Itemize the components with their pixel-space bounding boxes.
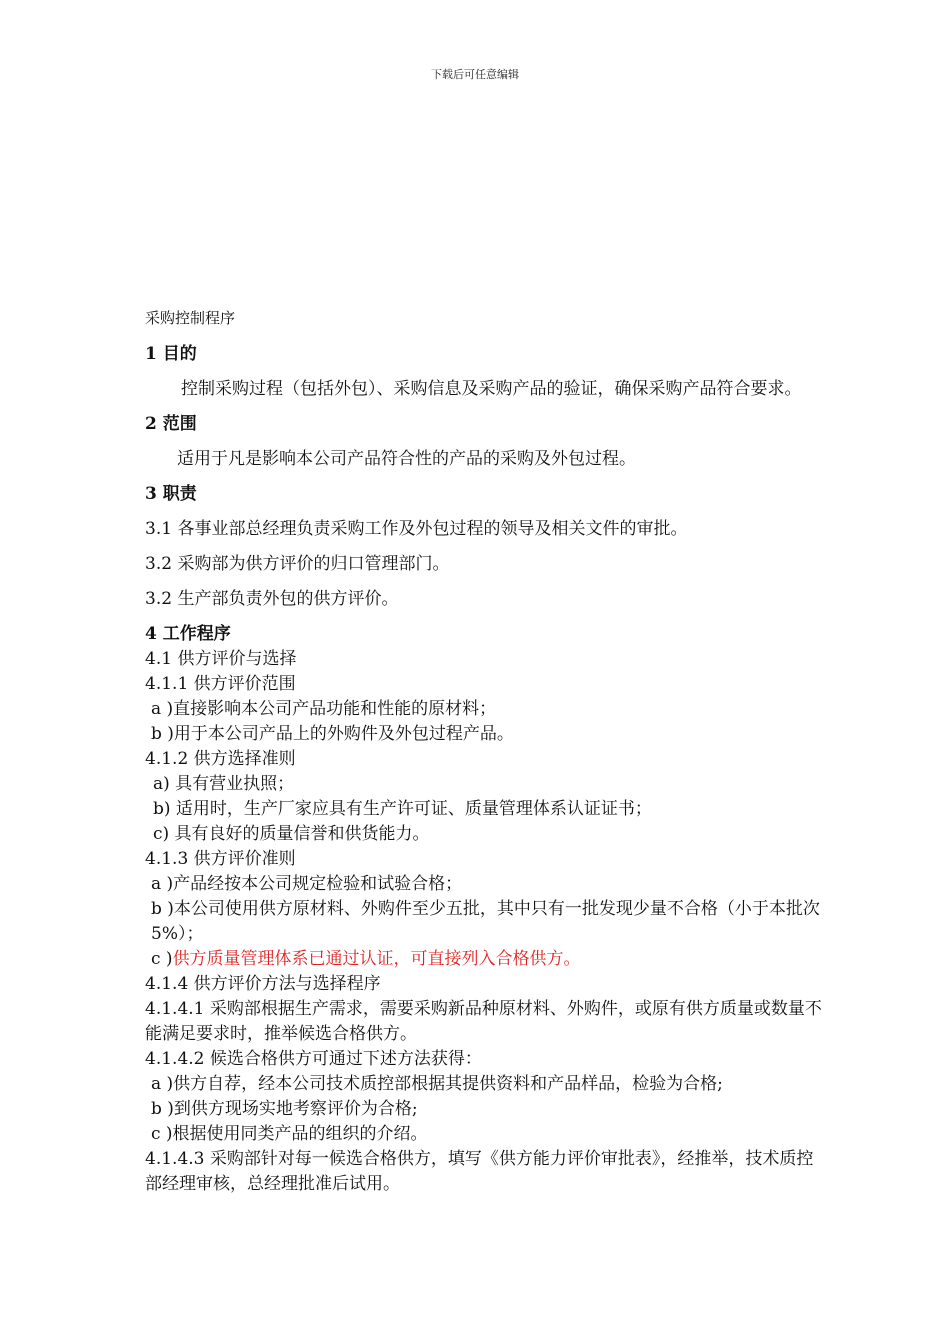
list-item: b )本公司使用供方原材料、外购件至少五批，其中只有一批发现少量不合格（小于本批次 5%）；	[151, 899, 820, 944]
list-item: a )直接影响本公司产品功能和性能的原材料；	[151, 699, 497, 719]
header-note: 下载后可任意编辑	[431, 68, 519, 81]
section-3-item: 3.2 生产部负责外包的供方评价。	[145, 589, 399, 609]
section-4-1-1-title: 4.1.1 供方评价范围	[145, 674, 296, 694]
section-3-heading: 3 职责	[145, 484, 197, 504]
section-3-item: 3.2 采购部为供方评价的归口管理部门。	[145, 554, 450, 574]
list-item: c) 具有良好的质量信誉和供货能力。	[153, 824, 430, 844]
section-4-heading: 4 工作程序	[145, 624, 231, 644]
section-4-1-2-title: 4.1.2 供方选择准则	[145, 749, 296, 769]
highlighted-text: 供方质量管理体系已通过认证，可直接列入合格供方。	[172, 949, 581, 969]
document-title: 采购控制程序	[145, 309, 236, 327]
paragraph: 4.1.4.1 采购部根据生产需求，需要采购新品种原材料、外购件，或原有供方质量或数量不能满足要求时，推举候选合格供方。	[145, 999, 822, 1044]
section-4-1-3-title: 4.1.3 供方评价准则	[145, 849, 296, 869]
section-1-text: 控制采购过程（包括外包）、采购信息及采购产品的验证，确保采购产品符合要求。	[181, 379, 802, 399]
section-1-heading: 1 目的	[145, 344, 197, 364]
list-item: b) 适用时，生产厂家应具有生产许可证、质量管理体系认证证书；	[153, 799, 652, 819]
list-item: b )用于本公司产品上的外购件及外包过程产品。	[151, 724, 514, 744]
paragraph: 4.1.4.3 采购部针对每一候选合格供方，填写《供方能力评价审批表》，经推举，技术质控部经理审核，总经理批准后试用。	[145, 1149, 814, 1194]
section-4-1-4-title: 4.1.4 供方评价方法与选择程序	[145, 974, 381, 994]
section-3-item: 3.1 各事业部总经理负责采购工作及外包过程的领导及相关文件的审批。	[145, 519, 688, 539]
list-item: a) 具有营业执照；	[153, 774, 295, 794]
list-item: a )供方自荐，经本公司技术质控部根据其提供资料和产品样品，检验为合格;	[151, 1074, 723, 1094]
section-2-text: 适用于凡是影响本公司产品符合性的产品的采购及外包过程。	[177, 449, 636, 469]
list-item	[145, 947, 825, 972]
list-item: a )产品经按本公司规定检验和试验合格；	[151, 874, 463, 894]
list-item: c )根据使用同类产品的组织的介绍。	[151, 1124, 428, 1144]
list-item-prefix: c )	[151, 949, 173, 969]
document-body	[145, 306, 825, 1197]
list-item: b )到供方现场实地考察评价为合格;	[151, 1099, 418, 1119]
section-2-heading: 2 范围	[145, 414, 197, 434]
paragraph: 4.1.4.2 候选合格供方可通过下述方法获得：	[145, 1049, 482, 1069]
section-4-1-title: 4.1 供方评价与选择	[145, 649, 297, 669]
